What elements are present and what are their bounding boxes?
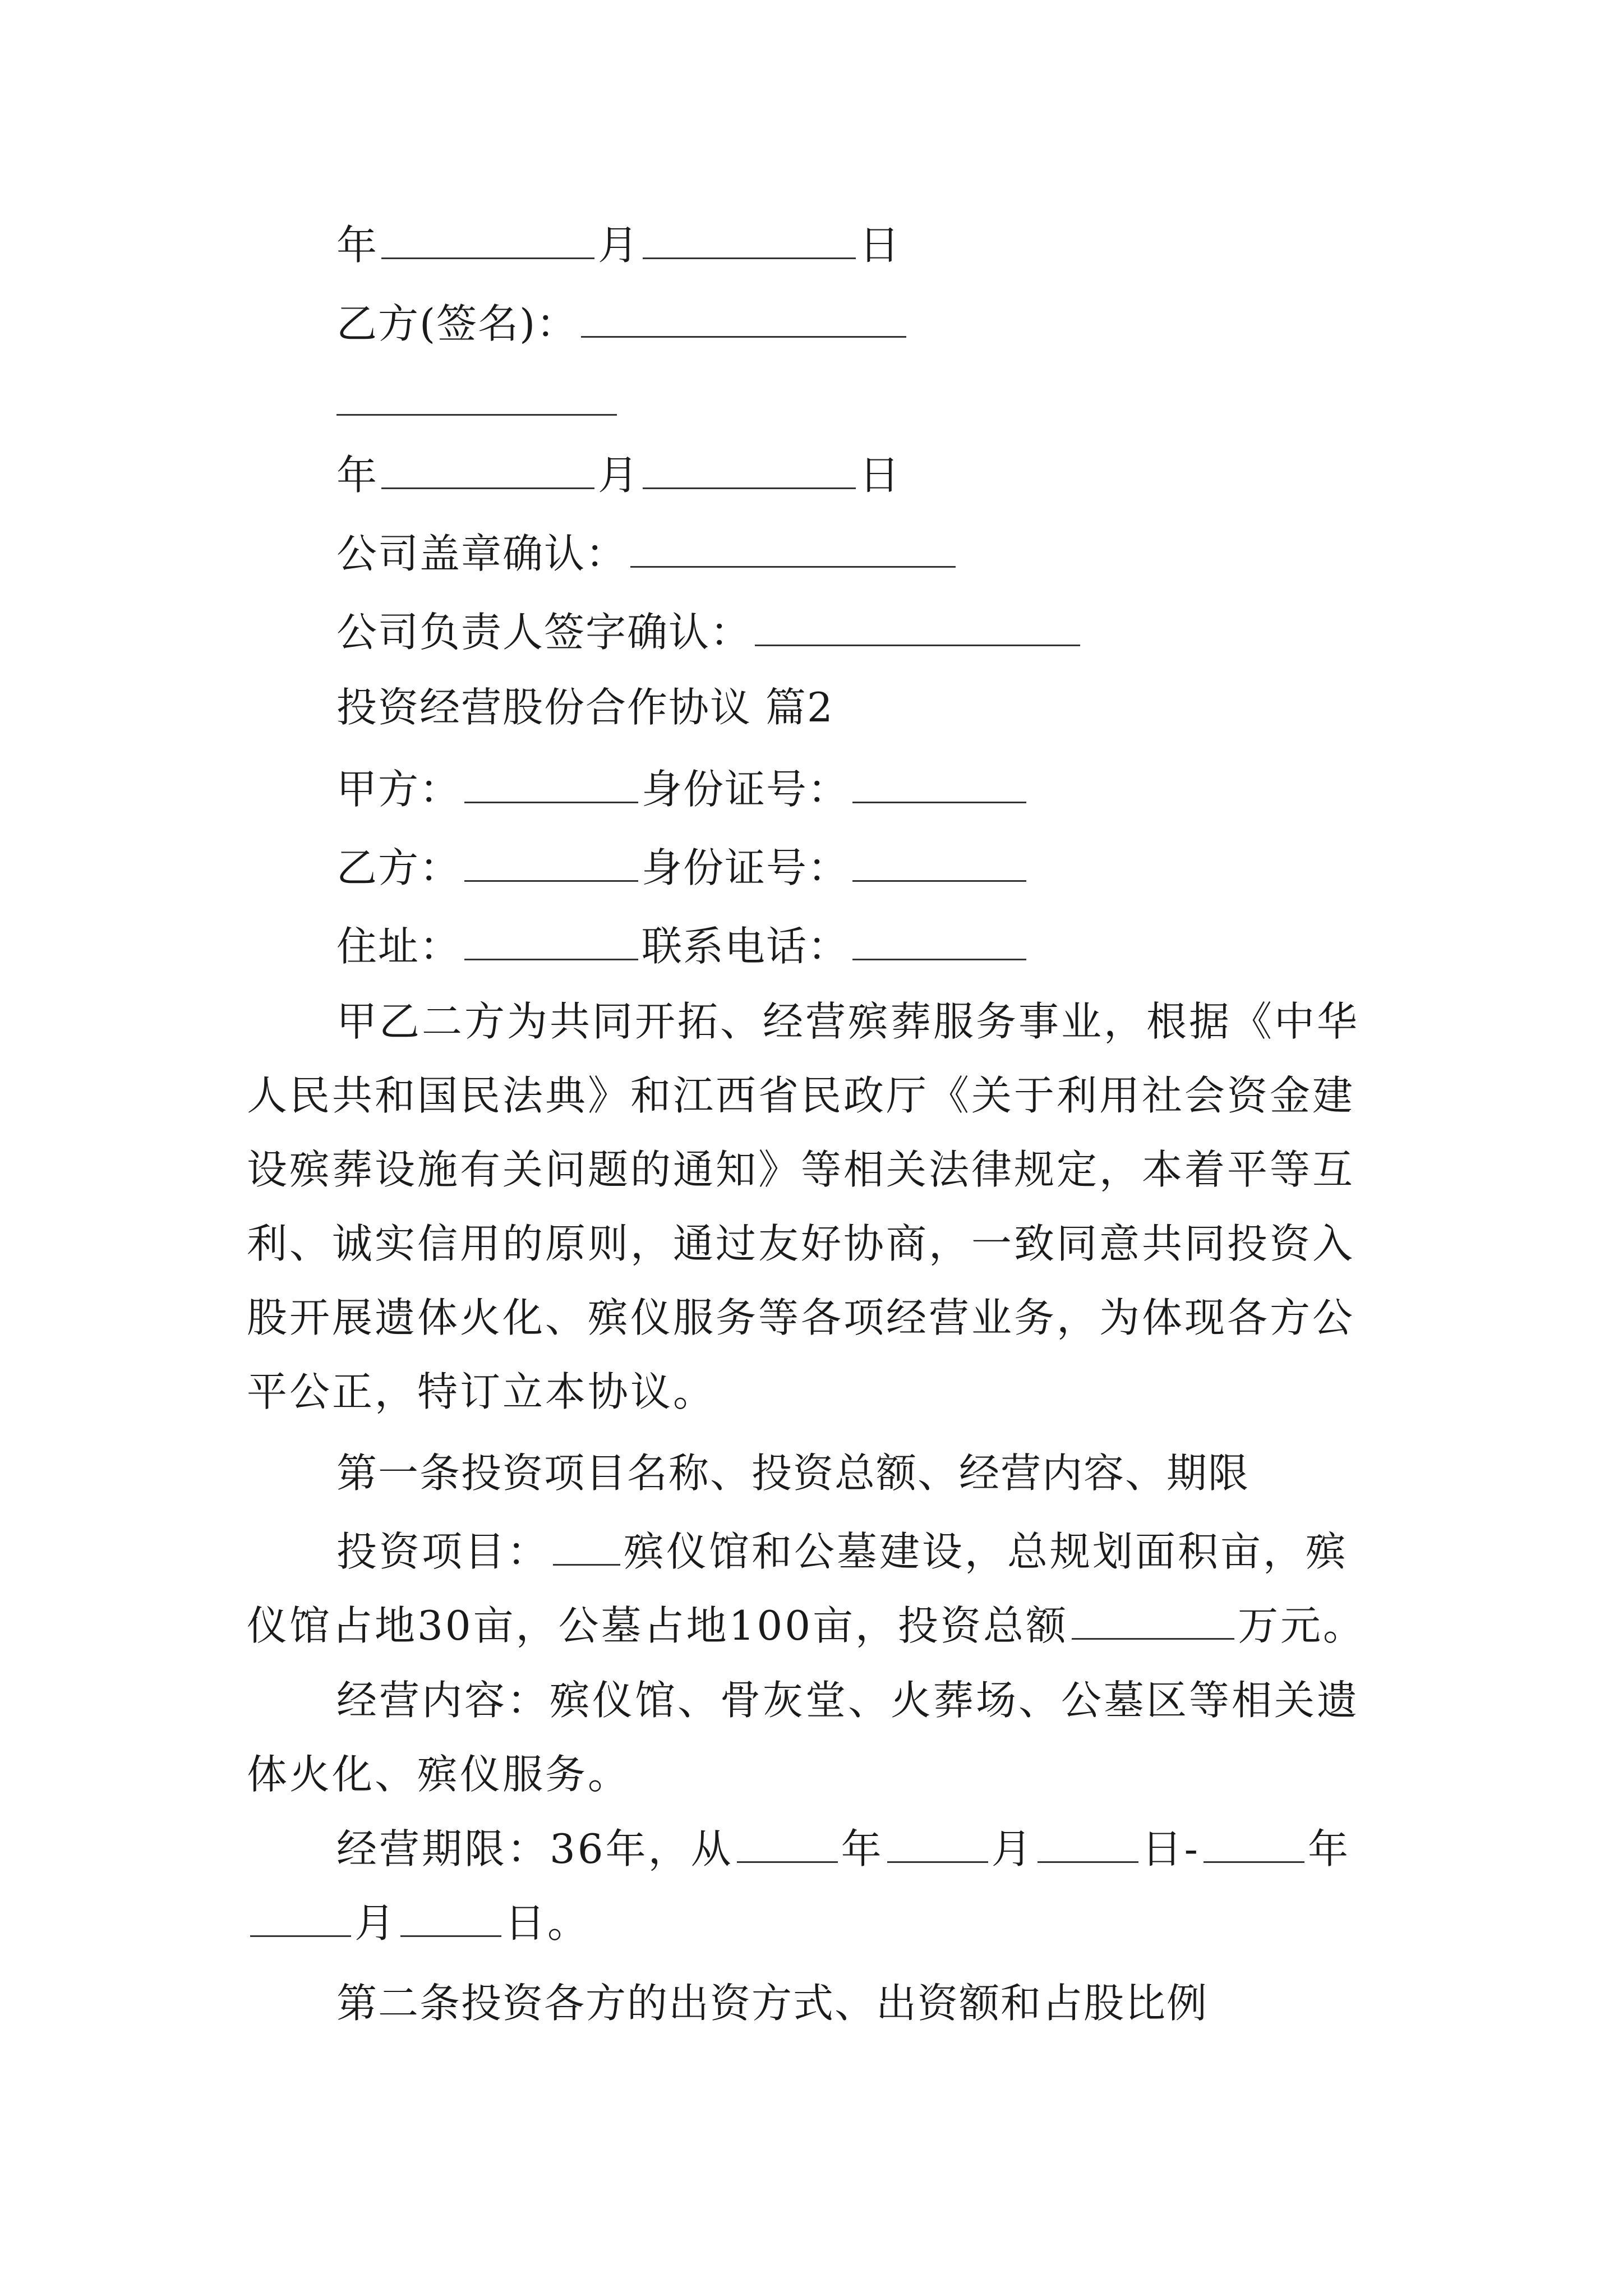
year-blank[interactable] bbox=[381, 452, 594, 489]
term-month-2: 月 bbox=[354, 1899, 398, 1947]
date-line-1 bbox=[336, 222, 901, 269]
section-title: 投资经营股份合作协议 篇2 bbox=[336, 684, 834, 731]
year-blank[interactable] bbox=[381, 222, 594, 259]
party-a-id-blank[interactable] bbox=[852, 766, 1026, 803]
term-month-1: 月 bbox=[991, 1825, 1034, 1872]
year-label: 年 bbox=[336, 452, 379, 499]
term-year-1: 年 bbox=[841, 1825, 884, 1872]
term-day-1: 日- bbox=[1141, 1825, 1200, 1872]
month-label: 月 bbox=[598, 222, 640, 269]
project-prefix: 投资项目： bbox=[336, 1528, 550, 1575]
article-1-project-paragraph bbox=[247, 1515, 1391, 1663]
phone-blank[interactable] bbox=[852, 923, 1026, 960]
end-year-blank[interactable] bbox=[1204, 1825, 1304, 1863]
article-1-title: 第一条投资项目名称、投资总额、经营内容、期限 bbox=[336, 1450, 1250, 1497]
year-label: 年 bbox=[336, 222, 379, 269]
start-year-blank[interactable] bbox=[737, 1825, 838, 1863]
party-b-blank[interactable] bbox=[464, 844, 638, 882]
address-label: 住址： bbox=[336, 923, 462, 970]
company-head-label: 公司负责人签字确认： bbox=[336, 609, 752, 656]
party-a-line bbox=[336, 766, 1030, 813]
party-a-label: 甲方： bbox=[336, 766, 462, 813]
start-day-blank[interactable] bbox=[1038, 1825, 1138, 1863]
phone-label: 联系电话： bbox=[642, 923, 850, 970]
project-suffix: 万元。 bbox=[1238, 1602, 1366, 1649]
day-label: 日 bbox=[859, 452, 901, 499]
signature-continuation-blank[interactable] bbox=[336, 414, 617, 416]
start-month-blank[interactable] bbox=[887, 1825, 988, 1863]
end-day-blank[interactable] bbox=[400, 1899, 501, 1937]
date-line-2 bbox=[336, 452, 901, 499]
address-line bbox=[336, 923, 1030, 970]
company-head-blank[interactable] bbox=[755, 609, 1080, 646]
party-a-blank[interactable] bbox=[464, 766, 638, 803]
party-b-line bbox=[336, 844, 1030, 891]
month-label: 月 bbox=[598, 452, 640, 499]
end-month-blank[interactable] bbox=[250, 1899, 351, 1937]
party-b-signature-line bbox=[336, 300, 910, 347]
company-seal-blank[interactable] bbox=[630, 530, 956, 568]
article-2-title: 第二条投资各方的出资方式、出资额和占股比例 bbox=[336, 1980, 1209, 2027]
month-blank[interactable] bbox=[643, 452, 856, 489]
day-label: 日 bbox=[859, 222, 901, 269]
month-blank[interactable] bbox=[643, 222, 856, 259]
article-1-content-paragraph: 经营内容：殡仪馆、骨灰堂、火葬场、公墓区等相关遗体火化、殡仪服务。 bbox=[247, 1677, 1360, 1798]
party-b-id-blank[interactable] bbox=[852, 844, 1026, 882]
party-b-sign-blank[interactable] bbox=[581, 300, 906, 338]
address-blank[interactable] bbox=[464, 923, 638, 960]
article-1-term-paragraph bbox=[247, 1812, 1391, 1960]
id-label: 身份证号： bbox=[642, 766, 850, 813]
term-year-2: 年 bbox=[1308, 1825, 1351, 1872]
company-seal-label: 公司盖章确认： bbox=[336, 530, 628, 577]
company-head-line bbox=[336, 609, 1083, 656]
party-b-label: 乙方： bbox=[336, 844, 462, 891]
term-day-2: 日。 bbox=[505, 1899, 591, 1947]
company-seal-line bbox=[336, 530, 959, 577]
party-b-sign-label: 乙方(签名)： bbox=[336, 300, 578, 347]
project-name-blank[interactable] bbox=[553, 1528, 620, 1566]
project-text: 殡仪馆和公墓建设，总规划面积亩，殡仪馆占地30亩，公墓占地100亩，投资总额 bbox=[247, 1528, 1349, 1649]
preamble-paragraph: 甲乙二方为共同开拓、经营殡葬服务事业，根据《中华人民共和国民法典》和江西省民政厅《关于利用社会资金建设殡葬设施有关问题的通知》等相关法律规定，本着平等互利、诚实信用的原则，通过友好协商，一致同意共同投资入股开展遗体火化、殡仪服务等各项经营业务，为体现各方公平公正，特订立本协议。 bbox=[247, 998, 1360, 1415]
term-prefix: 经营期限：36年，从 bbox=[336, 1825, 734, 1872]
id-label: 身份证号： bbox=[642, 844, 850, 891]
investment-amount-blank[interactable] bbox=[1072, 1602, 1234, 1640]
